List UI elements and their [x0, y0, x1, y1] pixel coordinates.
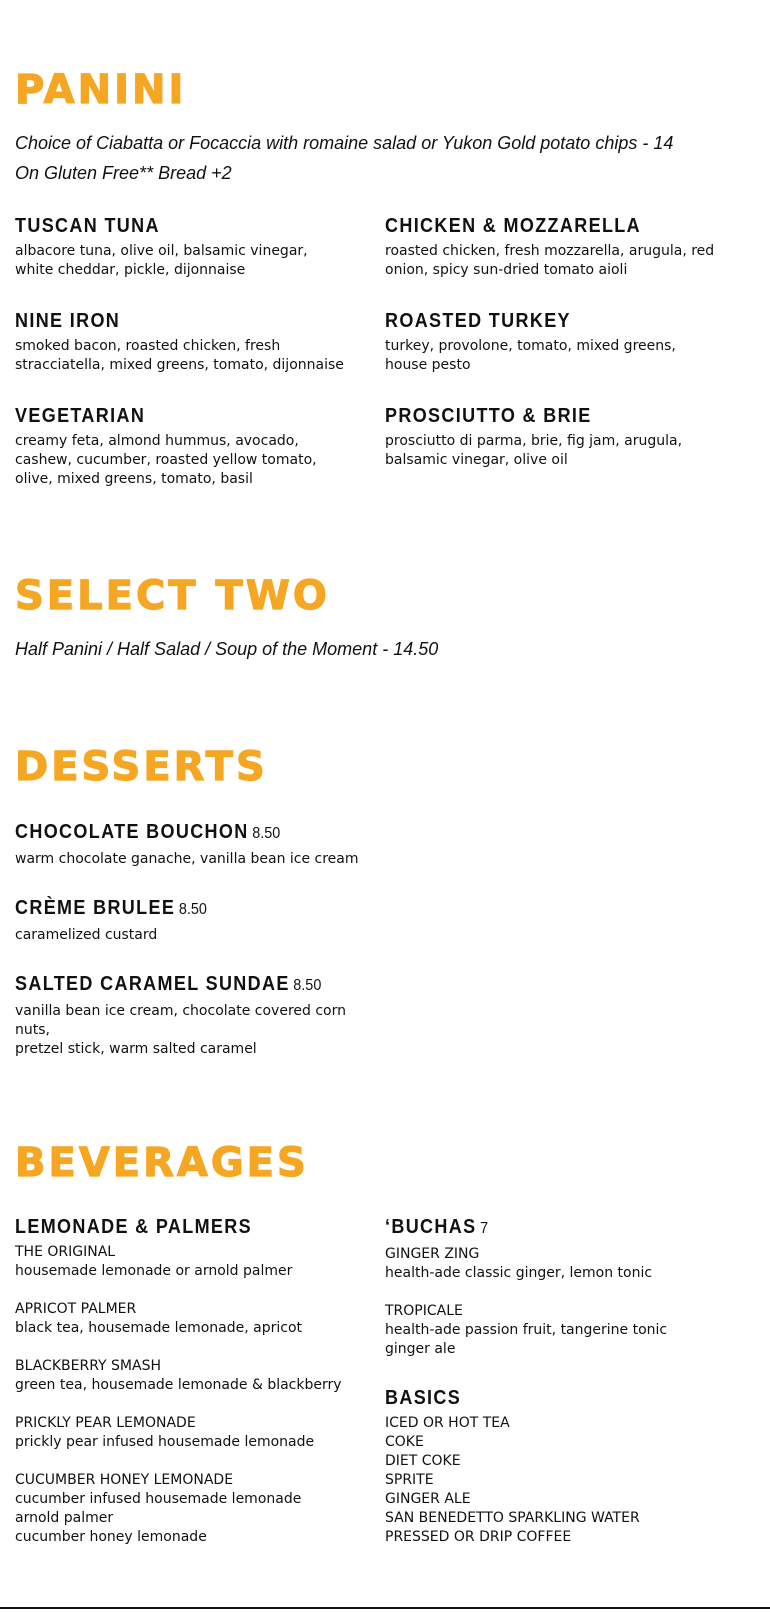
beverage-desc: housemade lemonade or arnold palmer	[15, 1263, 293, 1279]
item-description: roasted chicken, fresh mozzarella, arugula, red onion, spicy sun-dried tomato aioli	[385, 243, 715, 278]
beverage-desc: cucumber honey lemonade	[15, 1529, 207, 1545]
item-name	[15, 820, 339, 846]
dessert-item	[15, 896, 375, 945]
beverage-desc: ginger ale	[385, 1341, 456, 1357]
desserts-title: DESSERTS	[15, 744, 268, 790]
item-name: CHICKEN & MOZZARELLA	[385, 215, 641, 237]
item-name	[15, 896, 339, 922]
description-line: vanilla bean ice cream, chocolate covered corn nuts,	[15, 1003, 346, 1038]
panini-item	[385, 214, 720, 280]
beverage-entry	[15, 1300, 375, 1338]
select-two-title: SELECT TWO	[15, 573, 330, 619]
beverage-name: TROPICALE	[385, 1303, 463, 1319]
item-description: smoked bacon, roasted chicken, fresh stracciatella, mixed greens, tomato, dijonnaise	[15, 338, 344, 373]
bottom-divider	[0, 1607, 770, 1609]
beverage-name: THE ORIGINAL	[15, 1244, 116, 1260]
beverage-desc: cucumber infused housemade lemonade	[15, 1491, 302, 1507]
item-description: warm chocolate ganache, vanilla bean ice cream	[15, 851, 359, 867]
beverage-entry	[15, 1414, 375, 1452]
beverage-name: BLACKBERRY SMASH	[15, 1358, 161, 1374]
panini-item	[15, 214, 350, 280]
panini-item	[15, 404, 350, 489]
panini-item	[385, 404, 720, 470]
item-name: NINE IRON	[15, 310, 121, 332]
dessert-item	[15, 820, 375, 869]
lemonade-heading: LEMONADE & PALMERS	[15, 1216, 252, 1238]
item-description: caramelized custard	[15, 927, 158, 943]
beverage-desc: health-ade classic ginger, lemon tonic	[385, 1265, 653, 1281]
basics-item: GINGER ALE	[385, 1491, 471, 1507]
beverage-entry	[385, 1302, 745, 1359]
dessert-name: SALTED CARAMEL SUNDAE	[15, 973, 290, 995]
item-description: turkey, provolone, tomato, mixed greens, house pesto	[385, 338, 676, 373]
buchas-column	[385, 1215, 745, 1359]
item-name: VEGETARIAN	[15, 405, 146, 427]
dessert-price: 8.50	[293, 977, 322, 994]
beverage-name: GINGER ZING	[385, 1246, 480, 1262]
item-description: albacore tuna, olive oil, balsamic vinegar, white cheddar, pickle, dijonnaise	[15, 243, 308, 278]
basics-list	[385, 1414, 745, 1547]
buchas-heading-label: ‘BUCHAS	[385, 1216, 477, 1238]
panini-item	[15, 309, 350, 375]
dessert-name: CHOCOLATE BOUCHON	[15, 821, 249, 843]
buchas-list	[385, 1245, 745, 1359]
beverage-desc: green tea, housemade lemonade & blackberry	[15, 1377, 342, 1393]
basics-column	[385, 1386, 745, 1547]
beverage-name: APRICOT PALMER	[15, 1301, 137, 1317]
beverage-desc: arnold palmer	[15, 1510, 114, 1526]
panini-intro-line-1: Choice of Ciabatta or Focaccia with romaine salad or Yukon Gold potato chips - 14	[15, 133, 674, 153]
basics-item: SPRITE	[385, 1472, 434, 1488]
beverage-name: CUCUMBER HONEY LEMONADE	[15, 1472, 234, 1488]
lemonade-list	[15, 1243, 375, 1547]
item-name: ROASTED TURKEY	[385, 310, 571, 332]
beverage-entry	[15, 1357, 375, 1395]
basics-item: ICED OR HOT TEA	[385, 1415, 510, 1431]
item-name	[15, 972, 339, 998]
dessert-price: 8.50	[178, 901, 207, 918]
beverage-desc: prickly pear infused housemade lemonade	[15, 1434, 315, 1450]
item-description	[15, 1002, 375, 1059]
buchas-price: 7	[480, 1220, 489, 1237]
dessert-price: 8.50	[252, 825, 281, 842]
beverage-desc: health-ade passion fruit, tangerine tonic	[385, 1322, 668, 1338]
item-description: prosciutto di parma, brie, fig jam, arugula, balsamic vinegar, olive oil	[385, 433, 683, 468]
beverage-desc: black tea, housemade lemonade, apricot	[15, 1320, 302, 1336]
buchas-heading	[385, 1215, 709, 1241]
select-two-intro: Half Panini / Half Salad / Soup of the Moment - 14.50	[15, 639, 439, 659]
basics-item: DIET COKE	[385, 1453, 461, 1469]
beverage-entry	[15, 1471, 375, 1547]
panini-item	[385, 309, 720, 375]
panini-intro-line-2: On Gluten Free** Bread +2	[15, 163, 232, 183]
item-description: creamy feta, almond hummus, avocado, cashew, cucumber, roasted yellow tomato, olive, mixed greens, tomato, basil	[15, 433, 317, 487]
description-line: pretzel stick, warm salted caramel	[15, 1041, 257, 1057]
dessert-item	[15, 972, 375, 1059]
lemonade-column	[15, 1215, 375, 1566]
dessert-name: CRÈME BRULEE	[15, 897, 176, 919]
panini-title: PANINI	[15, 67, 187, 113]
beverage-entry	[385, 1245, 745, 1283]
beverages-title: BEVERAGES	[15, 1140, 309, 1186]
basics-item: PRESSED OR DRIP COFFEE	[385, 1529, 572, 1545]
basics-heading: BASICS	[385, 1387, 462, 1409]
beverage-name: PRICKLY PEAR LEMONADE	[15, 1415, 196, 1431]
item-name: PROSCIUTTO & BRIE	[385, 405, 592, 427]
basics-item: COKE	[385, 1434, 424, 1450]
basics-item: SAN BENEDETTO SPARKLING WATER	[385, 1510, 640, 1526]
beverage-entry	[15, 1243, 375, 1281]
item-name: TUSCAN TUNA	[15, 215, 160, 237]
